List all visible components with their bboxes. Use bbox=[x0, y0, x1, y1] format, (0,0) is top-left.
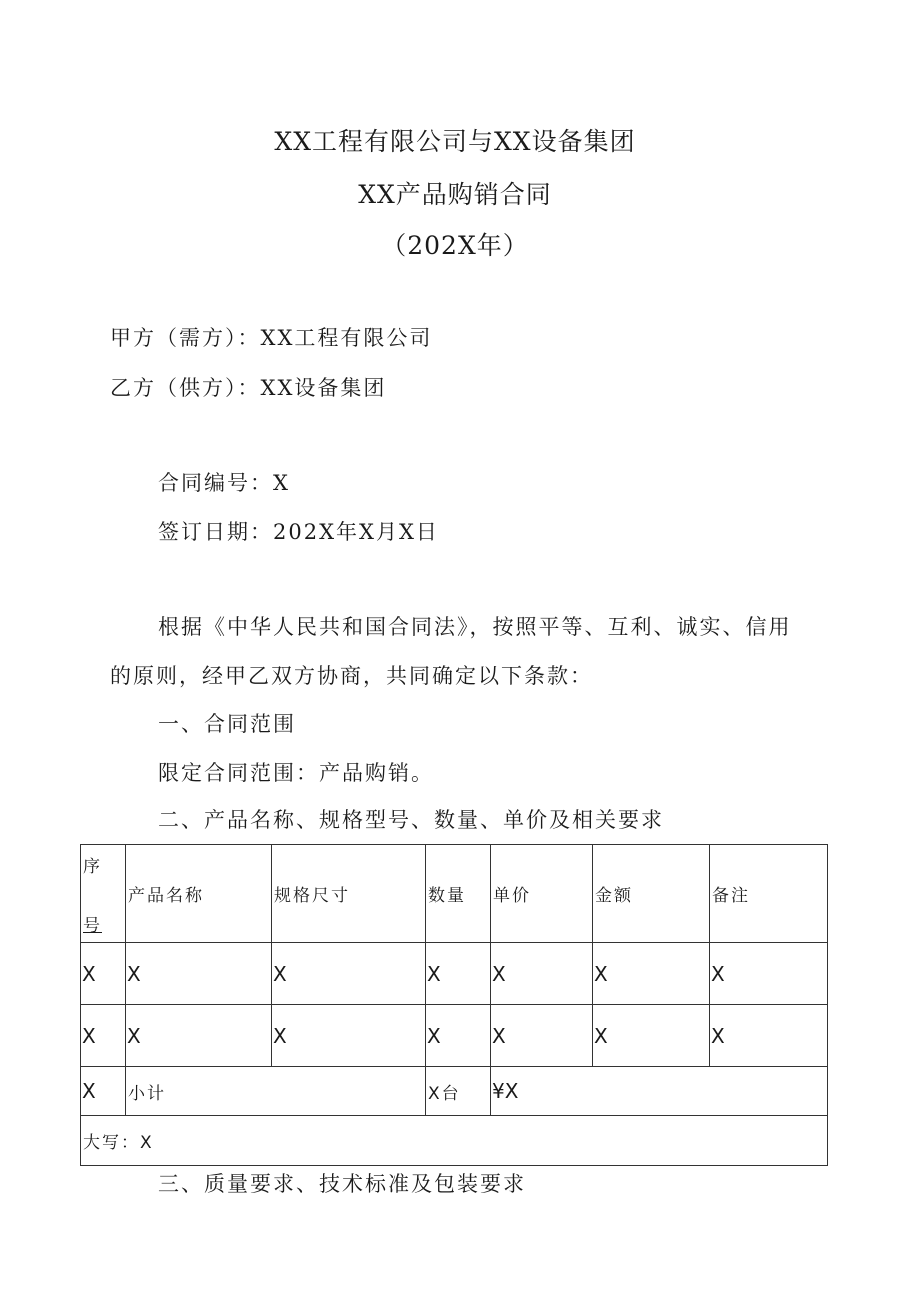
cell-name: X bbox=[126, 943, 272, 1005]
subtotal-amount: ¥X bbox=[491, 1067, 828, 1116]
cell-price: X bbox=[491, 1005, 593, 1067]
title-line-2: XX产品购销合同 bbox=[358, 180, 552, 209]
title-line-3: （202X年） bbox=[381, 231, 529, 260]
table-header-row bbox=[81, 845, 828, 943]
intro-line-2: 的原则，经甲乙双方协商，共同确定以下条款： bbox=[110, 664, 593, 688]
subtotal-label: 小计 bbox=[126, 1067, 426, 1116]
section-1-text: 限定合同范围：产品购销。 bbox=[158, 761, 434, 785]
section-1-heading: 一、合同范围 bbox=[158, 712, 296, 736]
product-table bbox=[80, 844, 828, 1166]
subtotal-row bbox=[81, 1067, 828, 1116]
table-row bbox=[81, 1005, 828, 1067]
cell-spec: X bbox=[272, 1005, 426, 1067]
header-seq-bottom: 号 bbox=[83, 915, 102, 936]
cell-name: X bbox=[126, 1005, 272, 1067]
cell-amount: X bbox=[593, 943, 710, 1005]
contract-number: 合同编号：X bbox=[158, 471, 290, 495]
header-seq bbox=[81, 845, 126, 943]
header-qty: 数量 bbox=[426, 845, 491, 943]
cell-price: X bbox=[491, 943, 593, 1005]
party-b: 乙方（供方）：XX设备集团 bbox=[110, 376, 387, 400]
header-name: 产品名称 bbox=[126, 845, 272, 943]
header-price: 单价 bbox=[491, 845, 593, 943]
header-spec: 规格尺寸 bbox=[272, 845, 426, 943]
party-a: 甲方（需方）：XX工程有限公司 bbox=[110, 326, 433, 350]
subtotal-seq: X bbox=[81, 1067, 126, 1116]
capital-row bbox=[81, 1116, 828, 1166]
table-row bbox=[81, 943, 828, 1005]
cell-remark: X bbox=[710, 1005, 828, 1067]
cell-qty: X bbox=[426, 943, 491, 1005]
cell-seq: X bbox=[81, 943, 126, 1005]
header-seq-top: 序 bbox=[83, 856, 102, 877]
header-remark: 备注 bbox=[710, 845, 828, 943]
capital-amount: 大写：X bbox=[81, 1116, 828, 1166]
section-3-heading: 三、质量要求、技术标准及包装要求 bbox=[158, 1172, 526, 1196]
subtotal-qty: X台 bbox=[426, 1067, 491, 1116]
intro-line-1: 根据《中华人民共和国合同法》，按照平等、互利、诚实、信用 bbox=[158, 615, 792, 639]
title-line-1: XX工程有限公司与XX设备集团 bbox=[274, 127, 636, 156]
cell-qty: X bbox=[426, 1005, 491, 1067]
cell-spec: X bbox=[272, 943, 426, 1005]
header-amount: 金额 bbox=[593, 845, 710, 943]
cell-amount: X bbox=[593, 1005, 710, 1067]
cell-remark: X bbox=[710, 943, 828, 1005]
section-2-heading: 二、产品名称、规格型号、数量、单价及相关要求 bbox=[158, 808, 664, 832]
sign-date: 签订日期：202X年X月X日 bbox=[158, 520, 439, 544]
cell-seq: X bbox=[81, 1005, 126, 1067]
